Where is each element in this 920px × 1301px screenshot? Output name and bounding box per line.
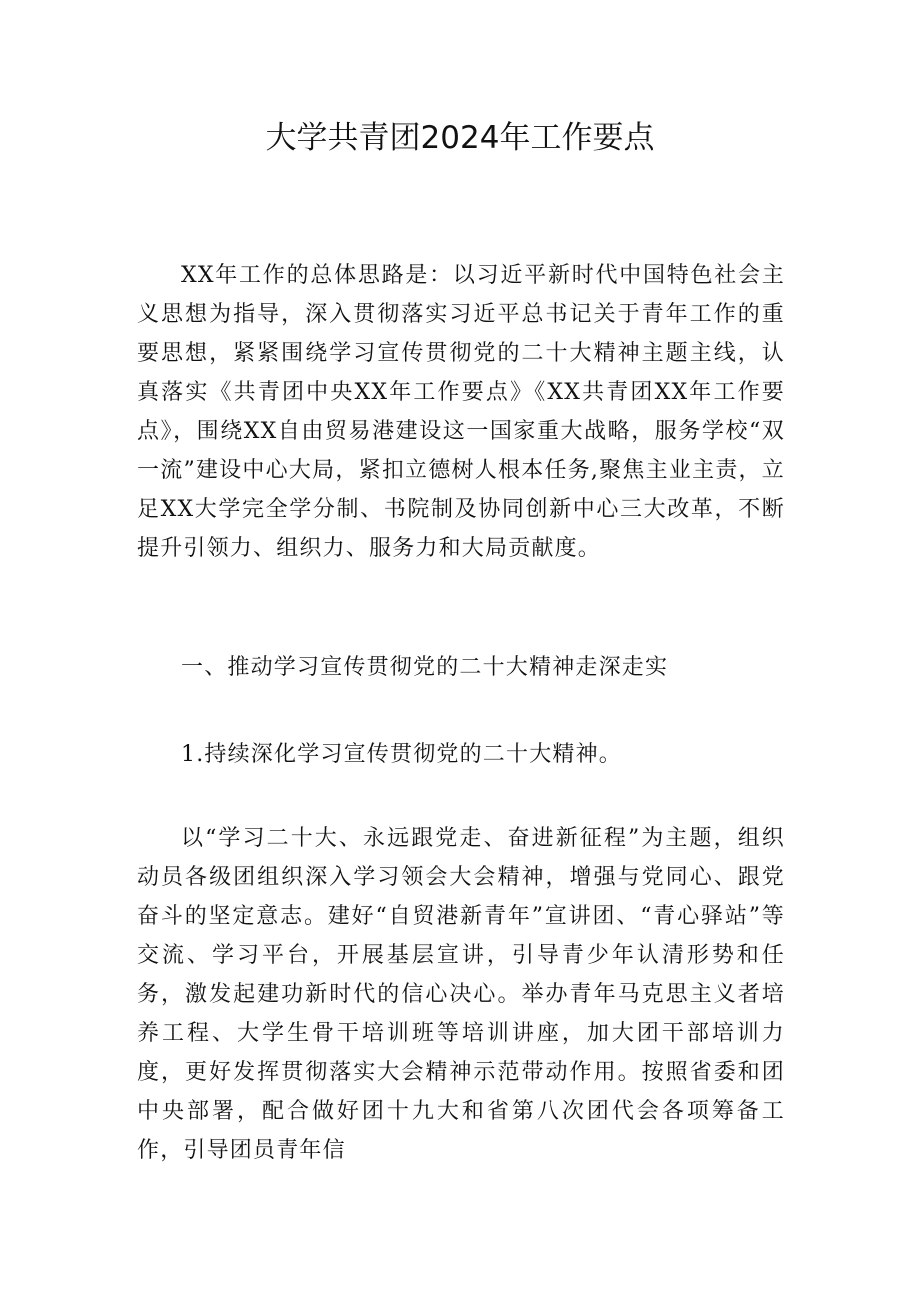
subsection-heading: 1.持续深化学习宣传贯彻党的二十大精神。 xyxy=(181,742,622,767)
document-title: 大学共青团2024年工作要点 xyxy=(265,120,655,156)
section-heading: 一、推动学习宣传贯彻党的二十大精神走深走实 xyxy=(181,655,669,680)
intro-paragraph: XX年工作的总体思路是：以习近平新时代中国特色社会主义思想为指导，深入贯彻落实习近平总书记关于青年工作的重要思想，紧紧围绕学习宣传贯彻党的二十大精神主题主线，认真落实《共青团中央XX年工作要点》《XX共青团XX年工作要点》，围绕XX自由贸易港建设这一国家重大战略，服务学校“双一流”建设中心大局，紧扣立德树人根本任务,聚焦主业主责，立足XX大学完全学分制、书院制及协同创新中心三大改革，不断提升引领力、组织力、服务力和大局贡献度。 xyxy=(137,263,785,561)
body-paragraph: 以“学习二十大、永远跟党走、奋进新征程”为主题，组织动员各级团组织深入学习领会大会精神，增强与党同心、跟党奋斗的坚定意志。建好“自贸港新青年”宣讲团、“青心驿站”等交流、学习平台，开展基层宣讲，引导青少年认清形势和任务，激发起建功新时代的信心决心。举办青年马克思主义者培养工程、大学生骨干培训班等培训讲座，加大团干部培训力度，更好发挥贯彻落实大会精神示范带动作用。按照省委和团中央部署，配合做好团十九大和省第八次团代会各项筹备工作，引导团员青年信 xyxy=(137,826,785,1163)
